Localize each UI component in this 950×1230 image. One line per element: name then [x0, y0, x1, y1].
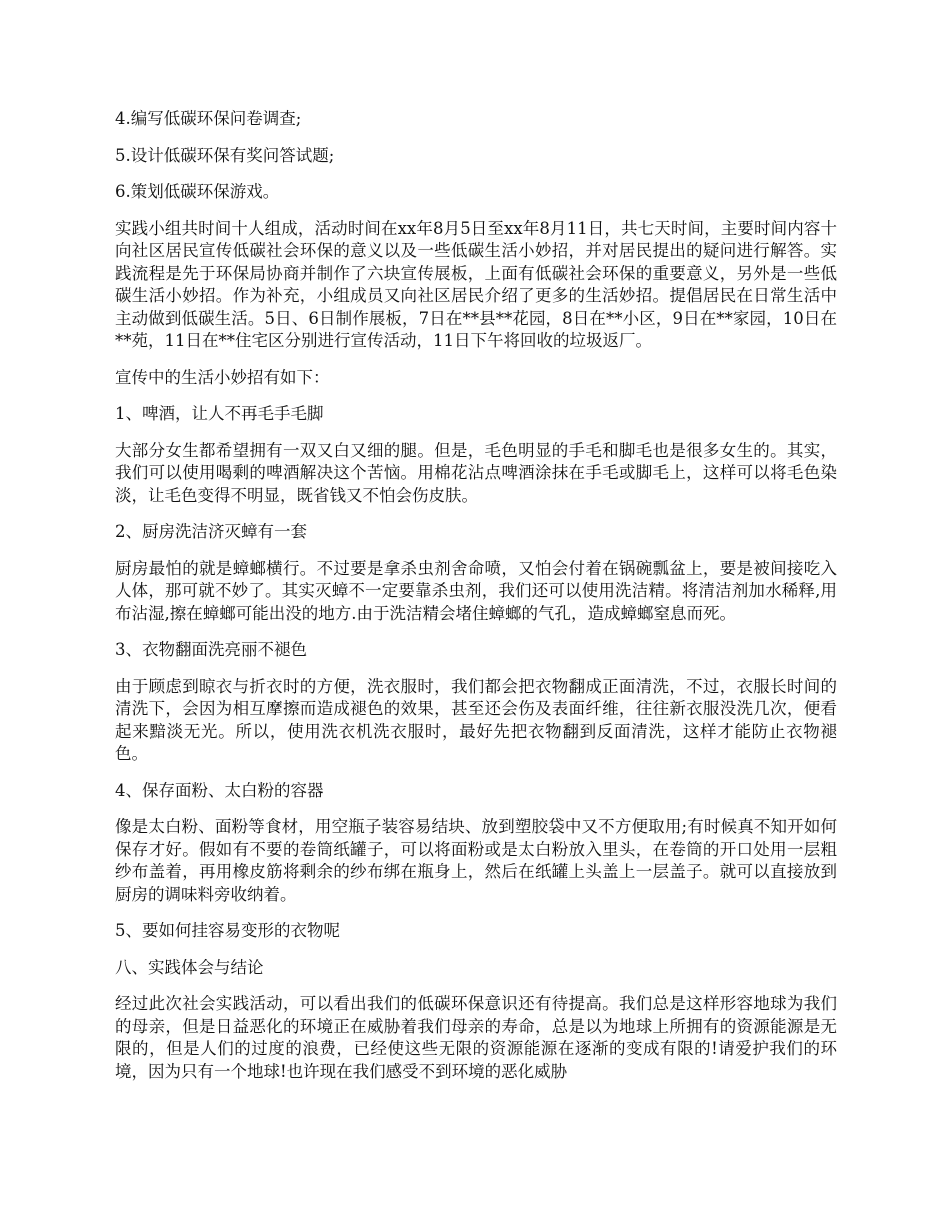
section-heading-beer: 1、啤酒，让人不再毛手毛脚	[115, 404, 324, 423]
chapter-heading-conclusion: 八、实践体会与结论	[115, 957, 264, 977]
body-paragraph-clothes: 由于顾虑到晾衣与折衣时的方便，洗衣服时，我们都会把衣物翻成正面清洗，不过，衣服长时间的清洗下，会因为相互摩擦而造成褪色的效果，甚至还会伤及表面纤维，往往新衣服没洗几次，便看起来黯淡无光。所以，使用洗衣机洗衣服时，最好先把衣物翻到反面清洗，这样才能防止衣物褪色。	[115, 676, 837, 763]
body-paragraph-conclusion: 经过此次社会实践活动，可以看出我们的低碳环保意识还有待提高。我们总是这样形容地球为我们的母亲，但是日益恶化的环境正在威胁着我们母亲的寿命，总是以为地球上所拥有的资源能源是无限的，但是人们的过度的浪费，已经使这些无限的资源能源在逐渐的变成有限的!请爱护我们的环境，因为只有一个地球!也许现在我们感受不到环境的恶化威胁	[115, 994, 837, 1081]
section-heading-hanging: 5、要如何挂容易变形的衣物呢	[115, 921, 340, 940]
body-paragraph-beer: 大部分女生都希望拥有一双又白又细的腿。但是，毛色明显的手毛和脚毛也是很多女生的。其实，我们可以使用喝剩的啤酒解决这个苦恼。用棉花沾点啤酒涂抹在手毛或脚毛上，这样可以将毛色染淡，让毛色变得不明显，既省钱又不怕会伤皮肤。	[115, 440, 837, 505]
document-body	[115, 108, 837, 1097]
section-heading-flour: 4、保存面粉、太白粉的容器	[115, 780, 324, 800]
list-item-quiz: 5.设计低碳环保有奖问答试题;	[115, 145, 335, 165]
list-item-game: 6.策划低碳环保游戏。	[115, 182, 280, 201]
body-paragraph-tips-intro: 宣传中的生活小妙招有如下：	[115, 367, 330, 387]
section-heading-clothes: 3、衣物翻面洗亮丽不褪色	[115, 640, 307, 659]
list-item-questionnaire: 4.编写低碳环保问卷调查;	[115, 109, 302, 128]
section-heading-kitchen: 2、厨房洗洁济灭蟑有一套	[115, 522, 307, 541]
body-paragraph-flour: 像是太白粉、面粉等食材，用空瓶子装容易结块、放到塑胶袋中又不方便取用;有时候真不知开如何保存才好。假如有不要的卷筒纸罐子，可以将面粉或是太白粉放入里头，在卷筒的开口处用一层粗纱布盖着，再用橡皮筋将剩余的纱布绑在瓶身上，然后在纸罐上头盖上一层盖子。就可以直接放到厨房的调味料旁收纳着。	[115, 817, 837, 904]
body-paragraph-kitchen: 厨房最怕的就是蟑螂横行。不过要是拿杀虫剂舍命喷，又怕会付着在锅碗瓢盆上，要是被间接吃入人体，那可就不妙了。其实灭蟑不一定要靠杀虫剂，我们还可以使用洗洁精。将清洁剂加水稀释,用布沾湿,擦在蟑螂可能出没的地方.由于洗洁精会堵住蟑螂的气孔，造成蟑螂窒息而死。	[115, 558, 837, 623]
body-paragraph-practice: 实践小组共时间十人组成，活动时间在xx年8月5日至xx年8月11日，共七天时间，主要时间内容十向社区居民宣传低碳社会环保的意义以及一些低碳生活小妙招，并对居民提出的疑问进行解答。实践流程是先于环保局协商并制作了六块宣传展板，上面有低碳社会环保的重要意义，另外是一些低碳生活小妙招。作为补充，小组成员又向社区居民介绍了更多的生活妙招。提倡居民在日常生活中主动做到低碳生活。5日、6日制作展板，7日在**县**花园，8日在**小区，9日在**家园，10日在**苑，11日在**住宅区分别进行宣传活动，11日下午将回收的垃圾返厂。	[115, 218, 837, 350]
